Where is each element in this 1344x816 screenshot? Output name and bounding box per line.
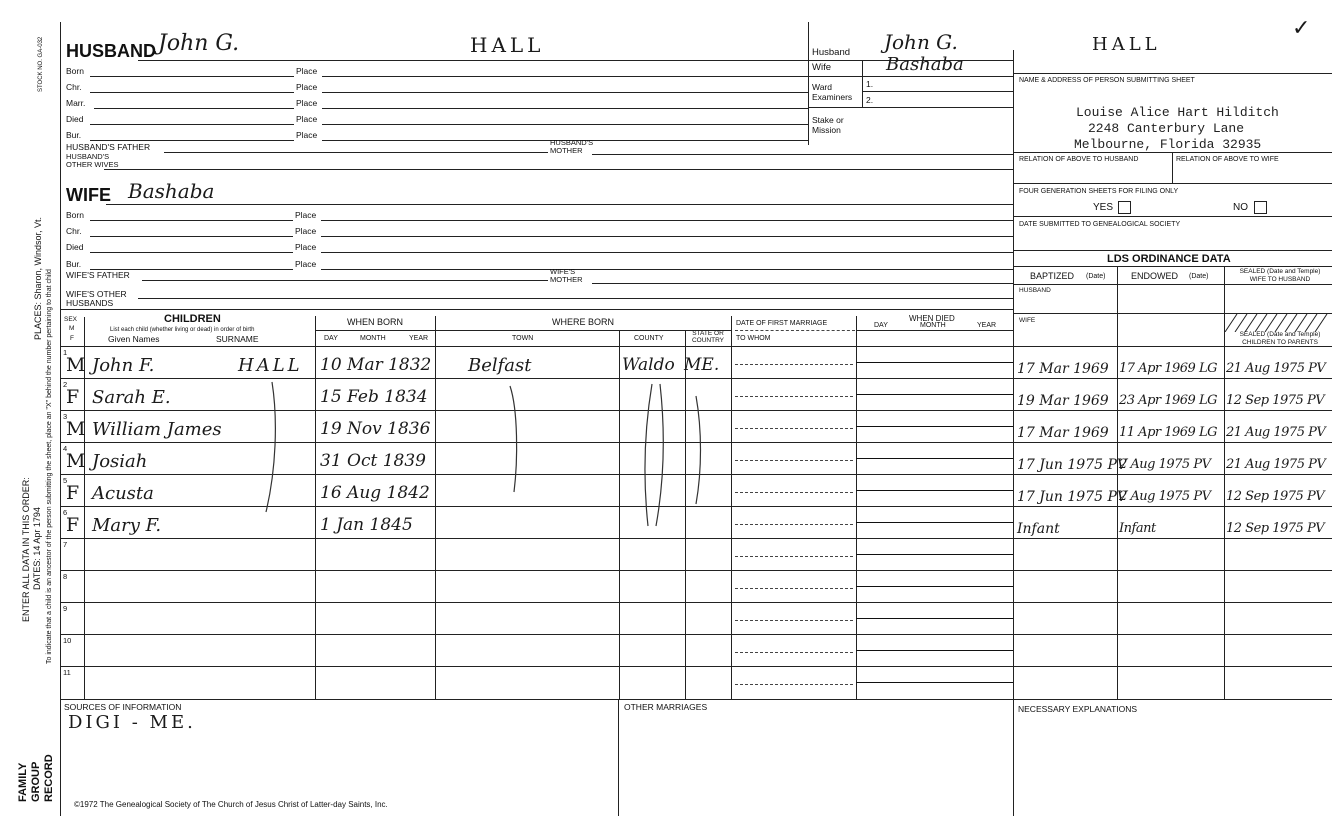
child-row-line <box>60 570 1332 571</box>
child-given-name[interactable]: Acusta <box>92 483 154 504</box>
died-day-header: DAY <box>874 322 888 329</box>
child-endowed-date[interactable]: 23 Apr 1969 LG <box>1119 393 1217 408</box>
record-title-line-3: RECORD <box>43 754 55 802</box>
husband-other-wives-label-1: HUSBAND'S <box>66 152 110 161</box>
sealed-wife-label-2: WIFE TO HUSBAND <box>1249 276 1311 283</box>
born-day-header: DAY <box>324 335 338 342</box>
summary-stake-label-1: Stake or <box>812 115 844 125</box>
sex-m-header: M <box>69 325 75 332</box>
ancestor-indicator-note: To indicate that a child is an ancestor of the person submitting the sheet, place an "X" behind the number pertaining to that child <box>46 269 53 664</box>
ditto-county-line-2 <box>656 384 663 526</box>
summary-examiners-label: Examiners <box>812 92 853 102</box>
endowed-date-note: (Date) <box>1189 273 1209 280</box>
ditto-surname-line <box>266 382 275 512</box>
no-checkbox[interactable] <box>1254 201 1267 214</box>
footer-divider <box>618 699 619 816</box>
husband-born-line[interactable] <box>90 76 294 77</box>
child-sex[interactable]: F <box>66 386 80 408</box>
reviewed-checkmark: ✓ <box>1292 16 1311 41</box>
children-table-bottom <box>60 699 1332 700</box>
child-marriage-dash <box>735 556 853 557</box>
town-header: TOWN <box>512 335 534 342</box>
wife-died-place-line[interactable] <box>321 252 1013 253</box>
child-sex[interactable]: M <box>66 354 86 376</box>
child-died-line <box>856 682 1013 683</box>
ditto-town-line <box>510 386 517 492</box>
wife-other-husbands-label-2: HUSBANDS <box>66 298 114 308</box>
child-marriage-dash <box>735 684 853 685</box>
husband-born-place-line[interactable] <box>322 76 808 77</box>
child-died-line <box>856 522 1013 523</box>
submitter-city[interactable]: Melbourne, Florida 32935 <box>1074 137 1262 152</box>
child-number: 1 <box>63 348 68 357</box>
child-number: 4 <box>63 444 68 453</box>
child-sex[interactable]: F <box>66 514 80 536</box>
state-header-2: COUNTRY <box>691 337 725 344</box>
children-header-bottom <box>60 346 1332 347</box>
county-header: COUNTY <box>634 335 664 342</box>
ditto-state-line <box>696 396 701 504</box>
husband-chr-place-line[interactable] <box>322 92 808 93</box>
child-sex[interactable]: F <box>66 482 80 504</box>
summary-ward-label: Ward <box>812 82 832 92</box>
child-number: 10 <box>63 636 72 645</box>
wife-father-label: WIFE'S FATHER <box>66 270 130 280</box>
child-baptized-date[interactable]: 17 Jun 1975 PV <box>1017 489 1127 505</box>
child-birth-town[interactable]: Belfast <box>468 355 532 376</box>
right-panel-divider <box>1013 50 1014 816</box>
child-birth-date[interactable]: 31 Oct 1839 <box>320 451 426 471</box>
husband-chr-place-label: Place <box>296 82 318 92</box>
lds-wife-row-label: WIFE <box>1019 317 1036 324</box>
relation-divider <box>1172 152 1173 183</box>
husband-died-place-label: Place <box>296 114 318 124</box>
baptized-label: BAPTIZED <box>1030 271 1075 281</box>
child-given-name[interactable]: Josiah <box>92 451 148 472</box>
relation-husband-label: RELATION OF ABOVE TO HUSBAND <box>1019 156 1139 163</box>
child-baptized-date[interactable]: 17 Jun 1975 PV <box>1017 457 1127 473</box>
husband-other-wives-line[interactable] <box>104 169 1013 170</box>
lds-title-line <box>1013 266 1332 267</box>
child-baptized-date[interactable]: Infant <box>1017 521 1060 537</box>
child-endowed-date[interactable]: 11 Apr 1969 LG <box>1119 425 1217 440</box>
child-endowed-date[interactable]: 2 Aug 1975 PV <box>1119 489 1211 504</box>
child-marriage-dash <box>735 588 853 589</box>
child-given-name[interactable]: Sarah E. <box>92 387 171 408</box>
wife-other-husbands-line[interactable] <box>138 298 1013 299</box>
wife-father-line[interactable] <box>142 280 548 281</box>
lds-header-line <box>1013 284 1332 285</box>
sources-label: SOURCES OF INFORMATION <box>64 702 182 712</box>
child-died-line <box>856 362 1013 363</box>
child-surname[interactable]: HALL <box>238 355 303 376</box>
sources-value[interactable]: DIGI - ME. <box>68 712 196 733</box>
husband-chr-line[interactable] <box>90 92 294 93</box>
sealed-parents-label-1: SEALED (Date and Temple) <box>1239 331 1321 338</box>
state-col-line <box>731 316 732 699</box>
baptized-date-note: (Date) <box>1086 273 1106 280</box>
child-number: 6 <box>63 508 68 517</box>
summary-inner-divider <box>862 60 863 108</box>
children-list-note: List each child (whether living or dead) in order of birth <box>110 327 255 333</box>
husband-born-label: Born <box>66 66 84 76</box>
first-marriage-header-dash <box>735 330 855 331</box>
relation-bottom-line <box>1013 183 1332 184</box>
child-marriage-dash <box>735 524 853 525</box>
when-died-header: WHEN DIED <box>909 314 955 323</box>
children-section-top <box>60 309 1013 310</box>
child-number: 8 <box>63 572 68 581</box>
yes-checkbox[interactable] <box>1118 201 1131 214</box>
lds-title: LDS ORDINANCE DATA <box>1107 253 1231 265</box>
child-birth-date[interactable]: 16 Aug 1842 <box>320 483 430 503</box>
wife-bur-place-line[interactable] <box>321 269 1013 270</box>
wife-mother-line[interactable] <box>592 283 1013 284</box>
husband-mother-label-1: HUSBAND'S <box>550 138 594 147</box>
child-marriage-dash <box>735 492 853 493</box>
child-row-line <box>60 602 1332 603</box>
endowed-label: ENDOWED <box>1131 271 1178 281</box>
wife-born-label: Born <box>66 210 84 220</box>
summary-stake-label-2: Mission <box>812 125 841 135</box>
sealed-wife-label-1: SEALED (Date and Temple) <box>1239 268 1321 275</box>
child-sealed-date[interactable]: 12 Sep 1975 PV <box>1226 393 1325 408</box>
died-subheader-line <box>856 330 1013 331</box>
husband-chr-label: Chr. <box>66 82 82 92</box>
record-title-line-2: GROUP <box>30 761 42 802</box>
child-birth-county[interactable]: Waldo <box>622 355 675 375</box>
state-header-1: STATE OR <box>692 330 724 337</box>
child-given-name[interactable]: William James <box>92 419 222 440</box>
husband-father-line[interactable] <box>164 152 548 153</box>
husband-marr-place-line[interactable] <box>322 108 808 109</box>
husband-died-label: Died <box>66 114 84 124</box>
husband-father-label: HUSBAND'S FATHER <box>66 142 151 152</box>
husband-mother-line[interactable] <box>592 154 1013 155</box>
born-subheader-line <box>315 330 731 331</box>
lds-husband-row-label: HUSBAND <box>1019 287 1051 294</box>
necessary-explanations-label: NECESSARY EXPLANATIONS <box>1018 704 1138 714</box>
child-birth-date[interactable]: 19 Nov 1836 <box>320 419 431 439</box>
wife-bur-label: Bur. <box>66 259 82 269</box>
child-died-line <box>856 426 1013 427</box>
wife-label: WIFE <box>66 185 111 205</box>
born-year-header: YEAR <box>409 335 429 342</box>
examiner-1-number: 1. <box>866 79 874 89</box>
submitter-label: NAME & ADDRESS OF PERSON SUBMITTING SHEET <box>1019 77 1195 84</box>
summary-wife-name[interactable]: Bashaba <box>886 54 964 75</box>
four-gen-bottom-line <box>1013 216 1332 217</box>
dates-side-note: DATES: 14 Apr 1794 <box>32 507 42 590</box>
child-row-line <box>60 634 1332 635</box>
husband-bur-label: Bur. <box>66 130 82 140</box>
stock-number: STOCK NO. GA-032 <box>38 36 44 92</box>
wife-name[interactable]: Bashaba <box>128 179 215 203</box>
husband-label: HUSBAND <box>66 41 156 61</box>
marriage-col-line <box>856 316 857 699</box>
summary-husband-given[interactable]: John G. <box>884 30 958 54</box>
wife-chr-line[interactable] <box>90 236 293 237</box>
copyright-notice: ©1972 The Genealogical Society of The Church of Jesus Christ of Latter-day Saints, Inc. <box>74 800 388 809</box>
husband-marr-line[interactable] <box>94 108 294 109</box>
wife-died-place-label: Place <box>295 242 317 252</box>
examiner-1-line[interactable] <box>862 91 1013 92</box>
wife-born-place-label: Place <box>295 210 317 220</box>
no-label: NO <box>1233 202 1248 213</box>
child-marriage-dash <box>735 364 853 365</box>
child-birth-state[interactable]: ME. <box>684 355 720 375</box>
wife-born-place-line[interactable] <box>321 220 1013 221</box>
child-marriage-dash <box>735 460 853 461</box>
child-number: 5 <box>63 476 68 485</box>
submitter-street[interactable]: 2248 Canterbury Lane <box>1088 121 1245 136</box>
husband-born-place-label: Place <box>296 66 318 76</box>
yes-label: YES <box>1093 202 1114 213</box>
child-died-line <box>856 458 1013 459</box>
wife-chr-place-label: Place <box>295 226 317 236</box>
husband-bur-line[interactable] <box>90 140 294 141</box>
child-baptized-date[interactable]: 19 Mar 1969 <box>1017 393 1109 409</box>
husband-given-name[interactable]: John G. <box>158 31 240 56</box>
born-month-header: MONTH <box>360 335 386 342</box>
child-marriage-dash <box>735 620 853 621</box>
child-sex[interactable]: M <box>66 450 86 472</box>
wife-mother-label-2: MOTHER <box>550 275 583 284</box>
husband-other-wives-label-2: OTHER WIVES <box>66 160 119 169</box>
given-names-header: Given Names <box>108 334 160 344</box>
places-side-note: PLACES: Sharon, Windsor, Vt. <box>33 216 43 340</box>
child-number: 7 <box>63 540 68 549</box>
when-born-header: WHEN BORN <box>347 317 403 327</box>
child-sealed-date[interactable]: 12 Sep 1975 PV <box>1226 489 1325 504</box>
child-given-name[interactable]: John F. <box>92 355 155 376</box>
ditto-marks <box>250 380 730 540</box>
child-sex[interactable]: M <box>66 418 86 440</box>
child-died-line <box>856 490 1013 491</box>
children-header: CHILDREN <box>164 313 221 325</box>
sealed-wife-hatched-area <box>1225 314 1330 332</box>
child-died-line <box>856 586 1013 587</box>
wife-other-husbands-label-1: WIFE'S OTHER <box>66 289 127 299</box>
ditto-county-line-1 <box>645 384 652 526</box>
wife-mother-label-1: WIFE'S <box>550 267 576 276</box>
husband-mother-label-2: MOTHER <box>550 146 583 155</box>
child-row-line <box>60 666 1332 667</box>
enter-data-note: ENTER ALL DATA IN THIS ORDER: <box>21 477 31 622</box>
died-month-header: MONTH <box>920 322 946 329</box>
wife-died-line[interactable] <box>90 252 293 253</box>
surname-header: SURNAME <box>216 334 259 344</box>
husband-name-line <box>138 60 808 61</box>
child-baptized-date[interactable]: 17 Mar 1969 <box>1017 425 1109 441</box>
child-died-line <box>856 618 1013 619</box>
four-gen-label: FOUR GENERATION SHEETS FOR FILING ONLY <box>1019 188 1179 195</box>
date-submitted-label: DATE SUBMITTED TO GENEALOGICAL SOCIETY <box>1019 221 1181 228</box>
where-born-header: WHERE BORN <box>551 317 614 327</box>
sealed-parents-label-2: CHILDREN TO PARENTS <box>1242 339 1318 346</box>
wife-chr-label: Chr. <box>66 226 82 236</box>
submitter-top-line <box>1013 73 1332 74</box>
child-birth-date[interactable]: 15 Feb 1834 <box>320 387 428 407</box>
child-birth-date[interactable]: 10 Mar 1832 <box>320 355 432 375</box>
child-number: 2 <box>63 380 68 389</box>
child-died-line <box>856 554 1013 555</box>
examiner-2-line[interactable] <box>808 107 1013 108</box>
child-endowed-date[interactable]: Infant <box>1119 521 1156 536</box>
husband-marr-place-label: Place <box>296 98 318 108</box>
husband-died-place-line[interactable] <box>322 124 808 125</box>
summary-divider <box>808 22 809 145</box>
first-marriage-header: DATE OF FIRST MARRIAGE <box>736 320 828 327</box>
child-number: 11 <box>63 668 71 677</box>
summary-husband-label: Husband <box>812 47 851 58</box>
submitter-name[interactable]: Louise Alice Hart Hilditch <box>1076 105 1279 120</box>
relation-wife-label: RELATION OF ABOVE TO WIFE <box>1176 156 1279 163</box>
child-number: 3 <box>63 412 68 421</box>
wife-died-label: Died <box>66 242 84 252</box>
child-died-line <box>856 394 1013 395</box>
husband-died-line[interactable] <box>90 124 294 125</box>
other-marriages-label: OTHER MARRIAGES <box>624 702 708 712</box>
child-sealed-date[interactable]: 12 Sep 1975 PV <box>1226 521 1325 536</box>
sex-header: SEX <box>64 316 78 323</box>
to-whom-header: TO WHOM <box>736 335 771 342</box>
child-sealed-date[interactable]: 21 Aug 1975 PV <box>1226 361 1326 376</box>
husband-marr-label: Marr. <box>66 98 86 108</box>
child-sealed-date[interactable]: 21 Aug 1975 PV <box>1226 457 1326 472</box>
child-marriage-dash <box>735 396 853 397</box>
husband-bur-place-label: Place <box>296 130 318 140</box>
child-number: 9 <box>63 604 68 613</box>
sex-f-header: F <box>70 335 74 342</box>
child-died-line <box>856 650 1013 651</box>
child-marriage-dash <box>735 428 853 429</box>
record-title-line-1: FAMILY <box>17 762 29 802</box>
died-year-header: YEAR <box>977 322 997 329</box>
child-endowed-date[interactable]: 2 Aug 1975 PV <box>1119 457 1211 472</box>
child-endowed-date[interactable]: 17 Apr 1969 LG <box>1119 361 1217 376</box>
summary-husband-surname[interactable]: HALL <box>1092 34 1161 55</box>
wife-name-line <box>106 204 1013 205</box>
child-baptized-date[interactable]: 17 Mar 1969 <box>1017 361 1109 377</box>
examiner-2-number: 2. <box>866 95 874 105</box>
child-given-name[interactable]: Mary F. <box>92 515 162 536</box>
left-frame-line <box>60 22 61 816</box>
wife-chr-place-line[interactable] <box>321 236 1013 237</box>
summary-wife-label: Wife <box>812 62 831 73</box>
child-birth-date[interactable]: 1 Jan 1845 <box>320 515 413 535</box>
child-marriage-dash <box>735 652 853 653</box>
child-row-line <box>60 378 1332 379</box>
wife-bur-place-label: Place <box>295 259 317 269</box>
date-submitted-bottom-line <box>1013 250 1332 251</box>
child-sealed-date[interactable]: 21 Aug 1975 PV <box>1226 425 1326 440</box>
summary-wife-line <box>808 76 1013 77</box>
husband-surname[interactable]: HALL <box>470 33 545 57</box>
wife-born-line[interactable] <box>90 220 293 221</box>
